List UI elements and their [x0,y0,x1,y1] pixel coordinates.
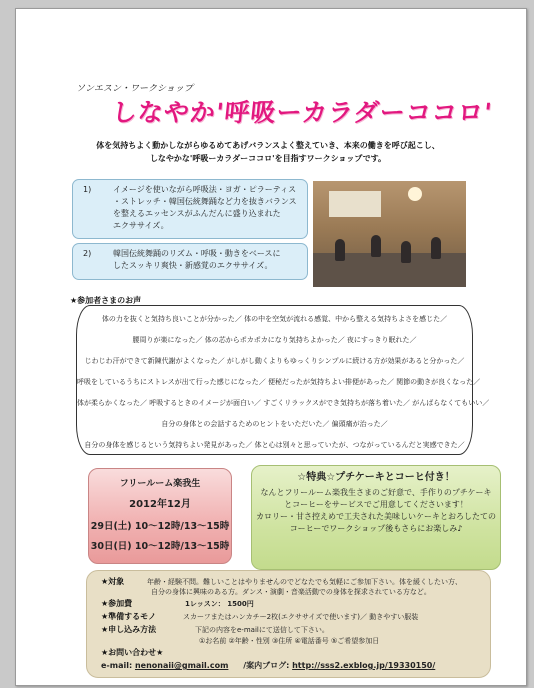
photo-lamp [408,187,422,201]
blog-link[interactable]: http://sss2.exblog.jp/19330150/ [292,661,436,670]
fee-value: 1レッスン： 1500円 [185,600,254,608]
contact-label: ★お問い合わせ★ [101,648,164,657]
bonus-line: なんとフリールーム楽我生さまのご好意で、手作りのプチケーキ [260,488,492,497]
bonus-title: ☆特典☆プチケーキとコーヒ付き！ [297,472,455,483]
bonus-line: カロリー・甘さ控えめで工夫された美味しいケーキとおろしたての [256,512,496,521]
lead-line-1: 体を気持ちよく動かしながらゆるめてあげバランスよく整えていき、本来の働きを呼び起こし、 [96,141,440,150]
photo-person [401,241,411,263]
voice-item: 腰周りが楽になった／ 体の芯からポカポカになり気持ちよかった／ 夜にすっきり眠れた／ [132,336,417,344]
venue-box [88,468,232,564]
lead-line-2: しなやかな'呼吸ーカラダーココロ'を目指すワークショップです。 [149,154,387,163]
venue-date: 29日(土) 10～12時/13～15時 [90,521,230,532]
apply-label: ★申し込み方法 [101,625,157,634]
program-box-2 [72,243,308,280]
program-line: ・ストレッチ・韓国伝統舞踊など力を抜きバランス [113,197,297,206]
contact-line [101,660,435,671]
bonus-line: とコーヒーをサービスでご用意してくださいます！ [284,500,468,509]
voice-item: 体の力を抜くと気持ち良いことが分かった／ 体の中を空気が流れる感覚、中から整える気持ちよさを感じた／ [101,315,448,323]
program-number: 1) [83,185,92,194]
target-label: ★対象 [101,577,125,586]
flyer-page [15,8,527,686]
program-line: したスッキリ爽快・新感覚のエクササイズ。 [113,261,273,270]
program-line: エクササイズ。 [113,221,169,230]
venue-date: 30日(日) 10～12時/13～15時 [90,541,230,552]
blog-label: /案内ブログ: [243,661,293,670]
fee-label: ★参加費 [101,599,133,608]
program-number: 2) [83,249,92,258]
voice-item: 自分の身体を感じるという気持ちよい発見があった／ 体と心は別々と思っていたが、つながっているんだと実感できた／ [84,441,465,449]
apply-text: ①お名前 ②年齢・性別 ③住所 ④電話番号 ⑤ご希望参加日 [199,637,380,645]
voice-item: じわじわ汗ができて新陳代謝がよくなった／ がしがし動くよりもゆっくりシンプルに続ける方が効果があると分かった／ [84,357,465,365]
target-text: 年齢・経験不問。難しいことはやりませんのでどなたでも気軽にご参加下さい。体を緩くしたい方、 [147,578,462,586]
bonus-line: コーヒーでワークショップ後もさらにお楽しみ♪ [289,524,463,533]
items-label: ★準備するモノ [101,612,157,621]
email-link[interactable]: nenonaii@gmail.com [134,661,229,670]
venue-month: 2012年12月 [129,499,191,510]
apply-text: 下記の内容をe-mailにて送信して下さい。 [195,626,329,634]
voices-box [76,305,490,455]
photo-person [371,235,381,257]
program-line: イメージを使いながら呼吸法・ヨガ・ピラーティス [113,185,297,194]
target-text: 自分の身体に興味のある方。ダンス・演劇・音楽活動での身体を探求されている方など。 [151,588,431,596]
program-line: を整えるエッセンスがふんだんに盛り込まれた [113,209,281,218]
venue-name: フリールーム楽我生 [119,479,201,489]
program-box-1 [72,179,308,239]
workshop-photo [313,181,466,287]
page-title: しなやか'呼吸ーカラダーココロ' [110,98,494,127]
items-text: スカーフまたはハンカチー2枚(エクササイズで使います)／ 動きやすい服装 [183,613,419,621]
voices-heading: ★参加者さまのお声 [70,296,142,305]
workshop-subtitle: ソンエスン・ワークショップ [76,84,193,94]
photo-window [329,191,381,217]
info-box [86,570,491,678]
email-label: e-mail: [101,661,135,670]
bonus-box [251,465,501,570]
photo-person [431,237,441,259]
voice-item: 体が柔らかくなった／ 呼吸するときのイメージが面白い／ すごくリラックスができ気持ちが落ち着いた／ がんばらなくてもいい／ [77,399,490,407]
voice-item: 自分の身体との会話するためのヒントをいただいた／ 偏頭痛が治った／ [161,420,388,428]
program-line: 韓国伝統舞踊のリズム・呼吸・動きをベースに [113,249,281,258]
photo-person [335,239,345,261]
voice-item: 呼吸をしているうちにストレスが出て行った感じになった／ 便秘だったが気持ちよい排便があった／ 関節の動きが良くなった／ [77,378,481,386]
